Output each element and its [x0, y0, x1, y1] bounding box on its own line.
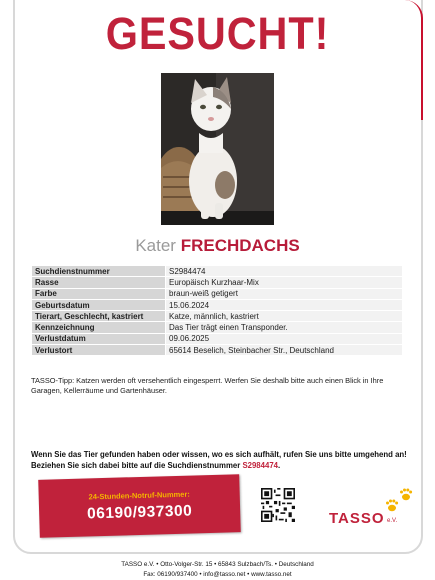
call-to-action: [31, 449, 411, 471]
row-label: Geburtsdatum: [32, 299, 166, 310]
row-label: Verlustdatum: [32, 333, 166, 344]
row-value: S2984474: [166, 266, 403, 277]
row-value: 65614 Beselich, Steinbacher Str., Deutschland: [166, 345, 403, 356]
footer-address: TASSO e.V. • Otto-Volger-Str. 15 • 65843 Sulzbach/Ts. • Deutschland: [121, 561, 314, 568]
row-value: Das Tier trägt einen Transponder.: [166, 322, 403, 333]
pet-name-line: [0, 236, 435, 256]
hotline-label: 24-Stunden-Notruf-Nummer:: [88, 489, 190, 502]
table-row: [32, 333, 403, 344]
table-row: [32, 266, 403, 277]
row-value: 15.06.2024: [166, 299, 403, 310]
cta-search-number: S2984474: [242, 461, 278, 470]
table-row: [32, 299, 403, 310]
logo-suffix: e.V.: [387, 518, 398, 524]
table-row: [32, 311, 403, 322]
row-value: Europäisch Kurzhaar-Mix: [166, 277, 403, 288]
table-row: [32, 277, 403, 288]
row-label: Suchdienstnummer: [32, 266, 166, 277]
headline: GESUCHT!: [105, 8, 330, 59]
tasso-logo: [327, 486, 417, 536]
footer-contact: Fax: 06190/937400 • info@tasso.net • www.tasso.net: [143, 571, 292, 578]
logo-text: TASSO: [329, 510, 385, 527]
table-row: [32, 288, 403, 299]
qr-code-icon[interactable]: [261, 488, 295, 522]
row-value: Katze, männlich, kastriert: [166, 311, 403, 322]
row-label: Farbe: [32, 288, 166, 299]
table-row: [32, 322, 403, 333]
row-label: Verlustort: [32, 345, 166, 356]
pet-species: Kater: [135, 236, 176, 255]
cta-text: Wenn Sie das Tier gefunden haben oder wissen, wo es sich aufhält, rufen Sie uns bitte umgehend an! Beziehen Sie sich dabei bitte auf die Suchdienstnummer: [31, 450, 407, 470]
pet-photo: [161, 73, 274, 225]
table-row: [32, 345, 403, 356]
hotline-box: [38, 474, 241, 538]
row-value: 09.06.2025: [166, 333, 403, 344]
row-label: Tierart, Geschlecht, kastriert: [32, 311, 166, 322]
details-table: [31, 265, 403, 356]
paw-prints-icon: [384, 486, 416, 516]
row-label: Rasse: [32, 277, 166, 288]
cat-photo-icon: [161, 73, 274, 225]
pet-name: FRECHDACHS: [180, 236, 300, 255]
footer: [0, 560, 435, 580]
row-label: Kennzeichnung: [32, 322, 166, 333]
row-value: braun-weiß getigert: [166, 288, 403, 299]
tasso-tip: TASSO-Tipp: Katzen werden oft versehentlich eingesperrt. Werfen Sie deshalb bitte auch einen Blick in Ihre Garagen, Kellerräume und Gartenhäuser.: [31, 376, 384, 396]
cta-end: .: [278, 461, 281, 470]
hotline-number[interactable]: 06190/937300: [86, 502, 193, 523]
